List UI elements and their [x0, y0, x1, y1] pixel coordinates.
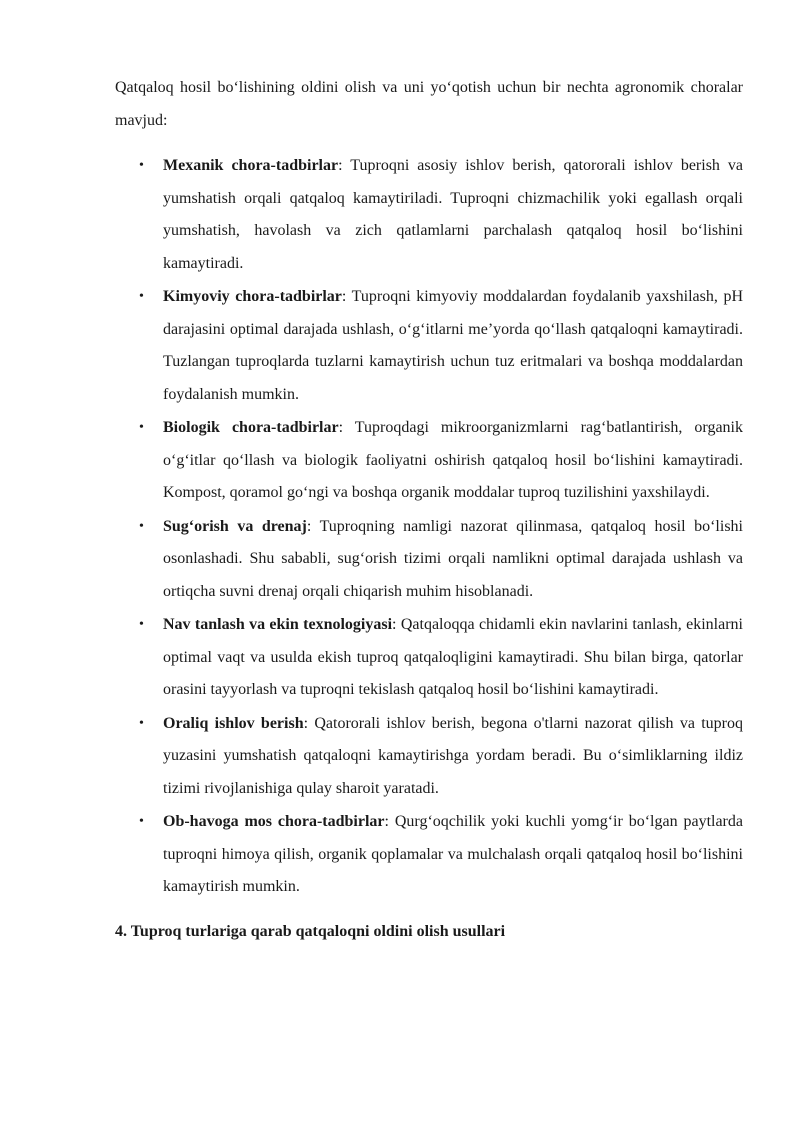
measures-list — [115, 150, 743, 904]
measure-title: Nav tanlash va ekin texnologiyasi — [163, 616, 393, 633]
list-item — [115, 806, 743, 904]
title-separator: : — [384, 813, 395, 830]
measure-title: Mexanik chora-tadbirlar — [163, 157, 339, 174]
measure-text: Qatqaloqqa chidamli ekin navlarini tanlash, ekinlarni optimal vaqt va usulda ekish tuproq qatqaloqligini kamaytiradi. Shu bilan birga, qatorlar orasini tayyorlash va tuproqni tekislash qatqaloq hosil boʻlishini kamaytiradi. — [163, 616, 743, 698]
measure-text: Tuproqning namligi nazorat qilinmasa, qatqaloq hosil boʻlishi osonlashadi. Shu sababli, sugʻorish tizimi orqali namlikni optimal darajada ushlash va ortiqcha suvni drenaj orqali chiqarish muhim hisoblanadi. — [163, 517, 743, 600]
title-separator: : — [338, 157, 351, 174]
bullet-icon: • — [139, 420, 144, 435]
title-separator: : — [392, 616, 401, 633]
title-separator: : — [306, 517, 320, 535]
bullet-icon: • — [139, 289, 144, 304]
measure-text: Tuproqni asosiy ishlov berish, qatororali ishlov berish va yumshatish orqali qatqaloq kamaytiriladi. Tuproqni chizmachilik yoki egallash orqali yumshatish, havolash va zich qatlamlarni parchalash qatqaloq hosil boʻlishini kamaytiradi. — [163, 157, 744, 272]
measure-text: Tuproqni kimyoviy moddalardan foydalanib yaxshilash, pH darajasini optimal darajada ushlash, oʻgʻitlarni me’yorda qoʻllash qatqaloqni kamaytiradi. Tuzlangan tuproqlarda tuzlarni kamaytirish uchun tuz eritmalari va boshqa moddalardan foydalanish mumkin. — [163, 288, 743, 403]
measure-title: Sugʻorish va drenaj — [163, 517, 307, 535]
measure-text: Tuproqdagi mikroorganizmlarni ragʻbatlantirish, organik oʻgʻitlar qoʻllash va biologik faoliyatni oshirish qatqaloq hosil boʻlishini kamaytiradi. Kompost, qoramol goʻngi va boshqa organik moddalar tuproq tuzilishini yaxshilaydi. — [163, 419, 743, 501]
bullet-icon: • — [139, 518, 144, 534]
measure-title: Biologik chora-tadbirlar — [163, 419, 339, 436]
measure-text: Qurgʻoqchilik yoki kuchli yomgʻir boʻlgan paytlarda tuproqni himoya qilish, organik qoplamalar va mulchalash orqali qatqaloq hosil boʻlishini kamaytirish mumkin. — [163, 813, 743, 895]
bullet-icon: • — [139, 158, 144, 173]
bullet-icon: • — [139, 715, 144, 731]
measure-title: Ob-havoga mos chora-tadbirlar — [163, 813, 385, 830]
list-item — [115, 609, 743, 707]
list-item — [115, 281, 743, 411]
title-separator: : — [303, 714, 315, 732]
document-page — [115, 72, 743, 948]
measure-title: Kimyoviy chora-tadbirlar — [163, 288, 342, 305]
bullet-icon: • — [139, 617, 144, 632]
measure-title: Oraliq ishlov berish — [163, 714, 304, 732]
list-item — [115, 511, 743, 609]
title-separator: : — [341, 288, 352, 305]
intro-paragraph: Qatqaloq hosil boʻlishining oldini olish va uni yoʻqotish uchun bir nechta agronomik choralar mavjud: — [115, 79, 743, 129]
list-item — [115, 150, 743, 280]
title-separator: : — [338, 419, 355, 436]
section-heading: 4. Tuproq turlariga qarab qatqaloqni oldini olish usullari — [115, 922, 506, 940]
list-item — [115, 412, 743, 510]
measure-text: Qatororali ishlov berish, begona o'tlarni nazorat qilish va tuproq yuzasini yumshatish qatqaloqni kamaytirishga yordam beradi. Bu oʻsimliklarning ildiz tizimi rivojlanishiga qulay sharoit yaratadi. — [163, 714, 743, 797]
bullet-icon: • — [139, 814, 144, 829]
list-item — [115, 708, 743, 806]
